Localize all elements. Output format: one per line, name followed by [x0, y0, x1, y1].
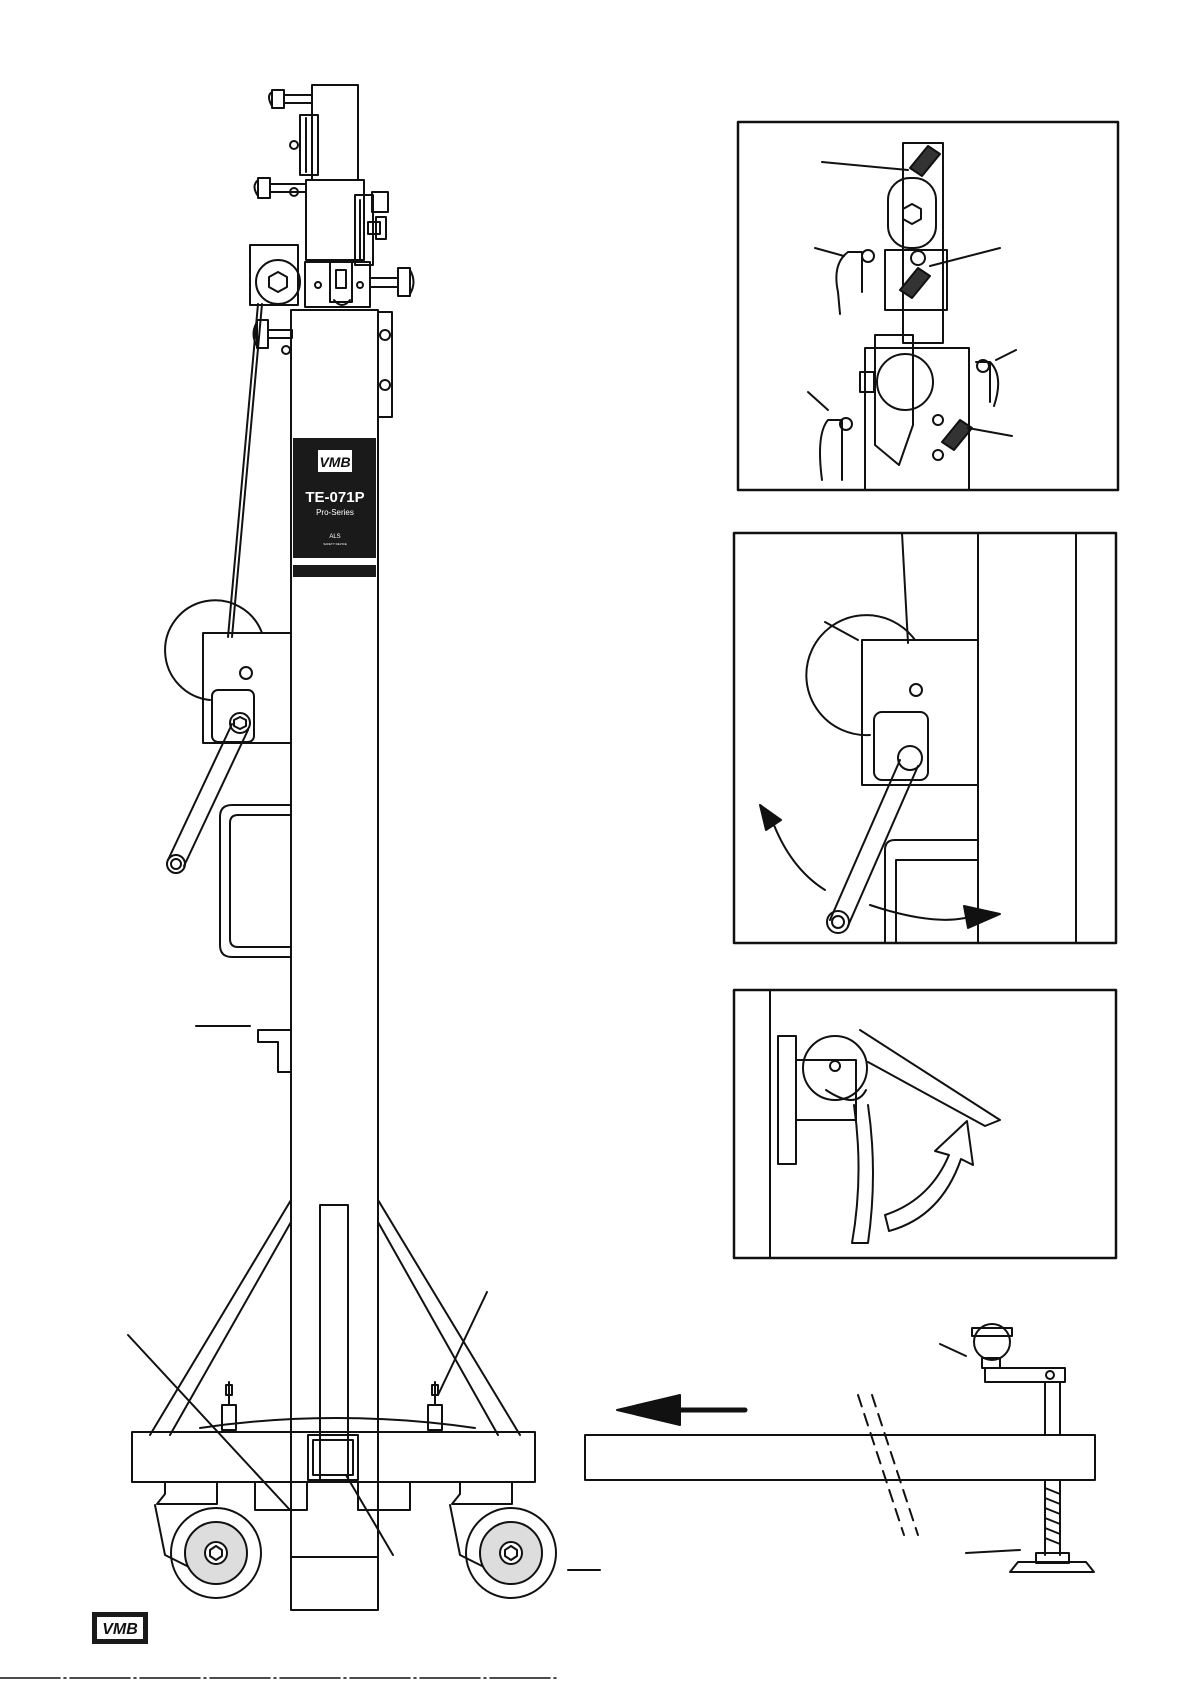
nameplate	[293, 438, 376, 577]
lift-cable	[228, 304, 258, 637]
footer-logo	[92, 1612, 148, 1644]
locking-knob-side	[370, 268, 414, 296]
footer-logo-text: VMB	[102, 1621, 138, 1638]
detail-clamp-locks	[738, 122, 1118, 490]
nameplate-mark: ALS	[329, 534, 341, 540]
caster-left	[155, 1482, 261, 1598]
lift-tower	[128, 85, 600, 1610]
nameplate-model: TE-071P	[305, 489, 365, 506]
winch	[165, 600, 291, 873]
outrigger-legs	[150, 1200, 520, 1435]
nameplate-logo: VMB	[319, 454, 351, 470]
lift-arrow	[885, 1121, 973, 1231]
rotate-ccw-arrow	[772, 820, 825, 890]
caster-right	[450, 1482, 556, 1598]
locking-knob-top	[269, 90, 312, 108]
locking-knob-upper	[255, 178, 307, 198]
leveling-foot-detail	[585, 1324, 1095, 1572]
winch-crank-handle	[168, 724, 248, 866]
detail-winch-rotation	[734, 533, 1116, 943]
support-bracket	[258, 1030, 291, 1072]
nameplate-note: SAFETY DEVICE	[323, 542, 347, 546]
slide-left-arrow	[617, 1395, 680, 1425]
nameplate-series: Pro-Series	[316, 508, 354, 517]
detail-lock-release	[734, 990, 1116, 1258]
sheave-pulley	[256, 260, 300, 304]
